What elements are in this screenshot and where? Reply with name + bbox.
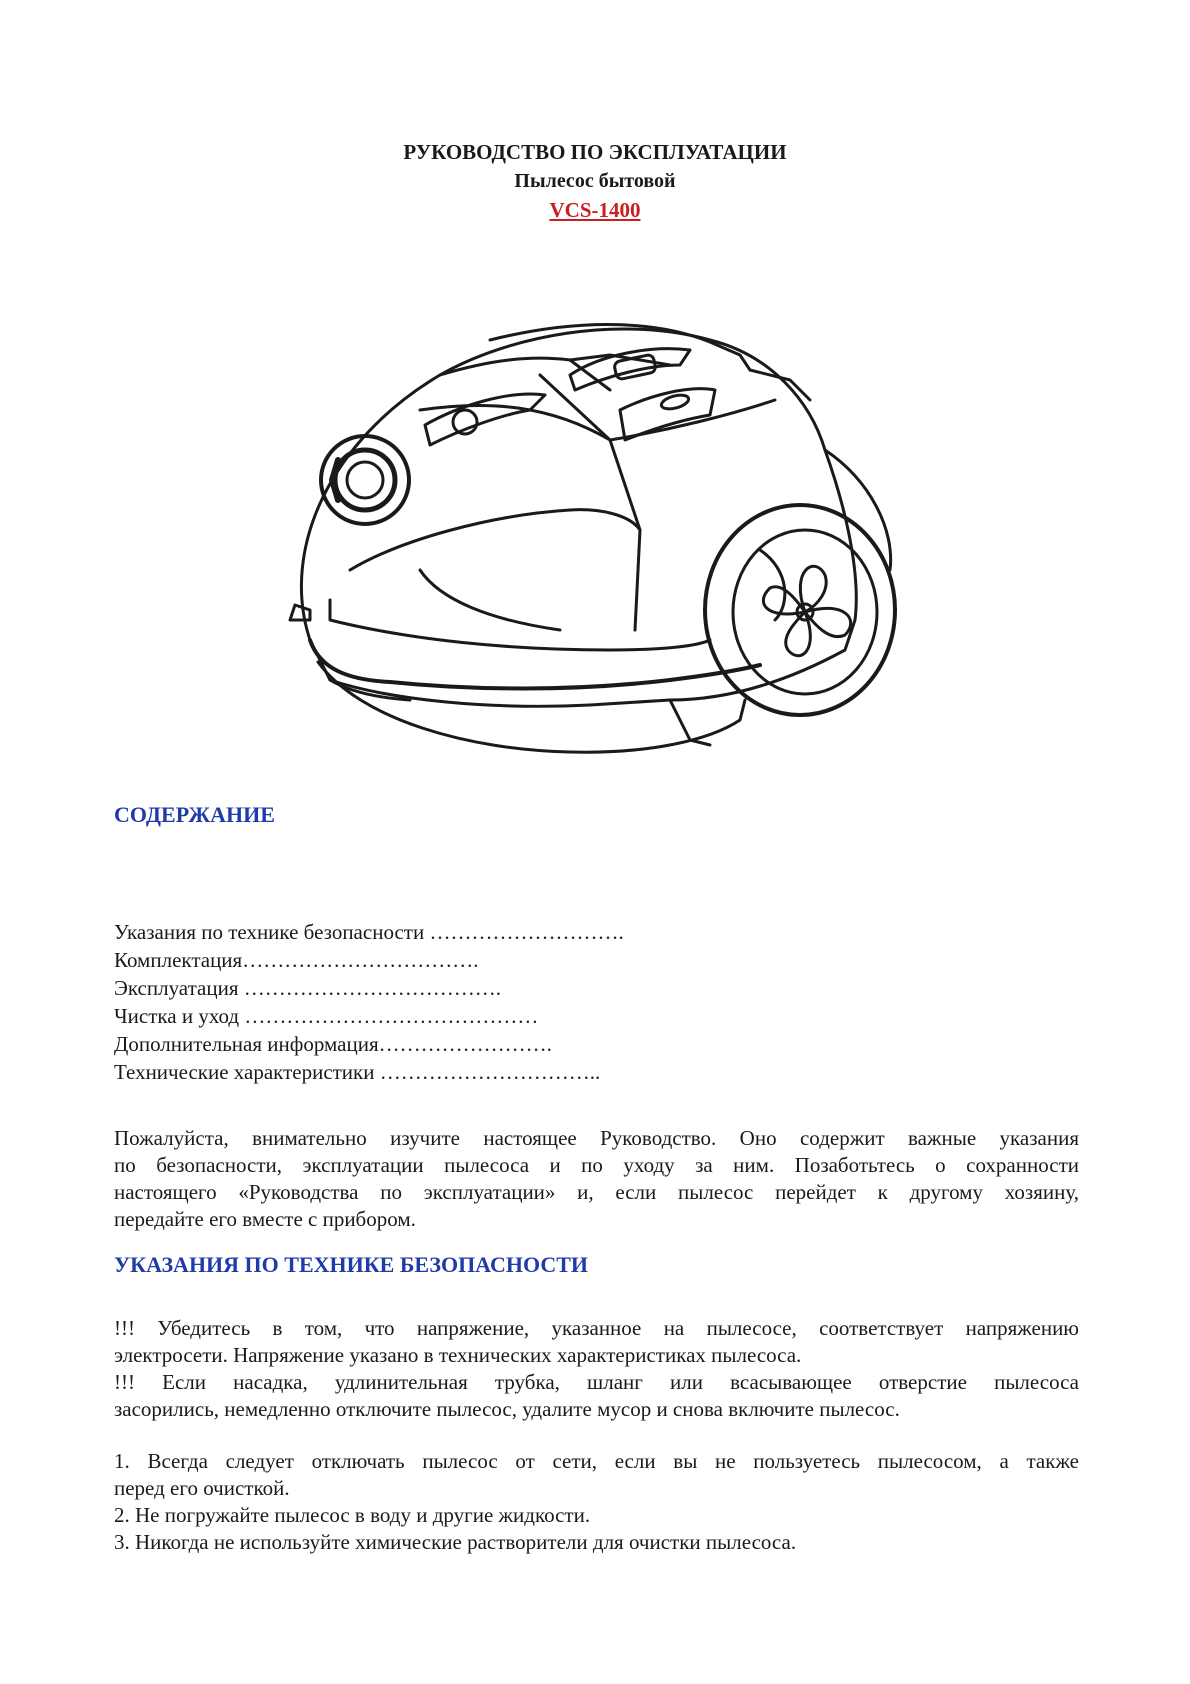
vacuum-cleaner-illustration (270, 320, 930, 780)
safety-item-line: перед его очисткой. (114, 1476, 290, 1500)
intro-line: Пожалуйста, внимательно изучите настоящее Руководство. Оно содержит важные указания (114, 1126, 1079, 1150)
intro-line: передайте его вместе с прибором. (114, 1207, 416, 1231)
toc-item[interactable]: Технические характеристики ………………………….. (114, 1060, 601, 1084)
intro-paragraph (114, 1125, 1079, 1233)
toc-item[interactable]: Дополнительная информация……………………. (114, 1032, 552, 1056)
warning-line: !!! Убедитесь в том, что напряжение, указанное на пылесосе, соответствует напряжению (114, 1316, 1079, 1340)
toc-item[interactable]: Эксплуатация ………………………………. (114, 976, 501, 1000)
safety-item-line: 1. Всегда следует отключать пылесос от сети, если вы не пользуетесь пылесосом, а также (114, 1449, 1079, 1473)
toc-item[interactable]: Комплектация……………………………. (114, 948, 479, 972)
safety-item-3 (114, 1529, 1079, 1556)
intro-line: по безопасности, эксплуатации пылесоса и по уходу за ним. Позаботьтесь о сохранности (114, 1153, 1079, 1177)
model-number: VCS-1400 (549, 198, 641, 222)
toc-item[interactable]: Указания по технике безопасности ………………………. (114, 920, 624, 944)
product-subtitle: Пылесос бытовой (514, 170, 676, 192)
warning-line: электросети. Напряжение указано в технических характеристиках пылесоса. (114, 1343, 802, 1367)
manual-title: РУКОВОДСТВО ПО ЭКСПЛУАТАЦИИ (403, 140, 787, 164)
intro-line: настоящего «Руководства по эксплуатации» и, если пылесос перейдет к другому хозяину, (114, 1180, 1079, 1204)
table-of-contents (114, 918, 624, 1086)
toc-item[interactable]: Чистка и уход …………………………………… (114, 1004, 539, 1028)
safety-warning-2 (114, 1369, 1079, 1423)
safety-item-2 (114, 1502, 1079, 1529)
safety-heading: УКАЗАНИЯ ПО ТЕХНИКЕ БЕЗОПАСНОСТИ (114, 1252, 589, 1277)
safety-warning-1 (114, 1315, 1079, 1369)
warning-line: засорились, немедленно отключите пылесос, удалите мусор и снова включите пылесос. (114, 1397, 900, 1421)
safety-item-1 (114, 1448, 1079, 1502)
safety-item-line: 3. Никогда не используйте химические растворители для очистки пылесоса. (114, 1530, 797, 1554)
safety-item-line: 2. Не погружайте пылесос в воду и другие жидкости. (114, 1503, 591, 1527)
warning-line: !!! Если насадка, удлинительная трубка, шланг или всасывающее отверстие пылесоса (114, 1370, 1079, 1394)
contents-heading: СОДЕРЖАНИЕ (114, 802, 275, 827)
